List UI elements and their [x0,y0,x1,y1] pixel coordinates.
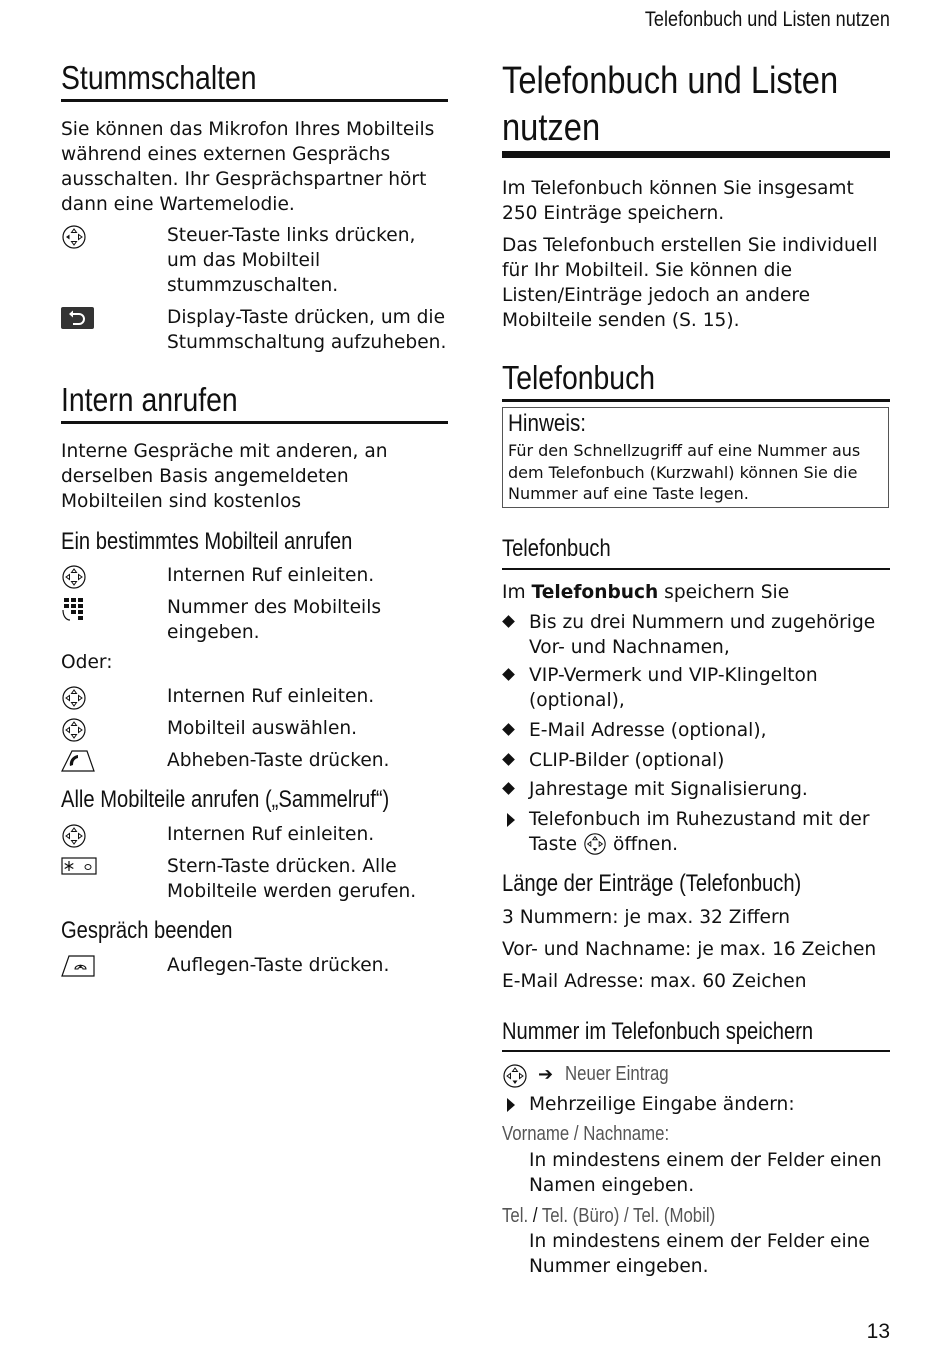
stumm-intro: Sie können das Mikrofon Ihres Mobilteils während eines externen Gesprächs ausschalten. Ihr Gesprächspartner hört dann eine Wartemelodie. [61,119,435,215]
field-label-tel-a: Tel. [502,1205,529,1227]
step-text: Internen Ruf einleiten. [167,565,375,586]
subsection-rule [502,1050,890,1052]
bullet-text: VIP-Vermerk und VIP-Klingelton (optional), [529,665,818,711]
control-key-icon [583,832,607,856]
field-instruction: In mindestens einem der Felder einen Namen eingeben. [529,1150,882,1196]
section-title-stummschalten: Stummschalten [61,59,257,96]
section-title-telefonbuch: Telefonbuch [502,359,656,396]
note-box [502,407,889,508]
running-header: Telefonbuch und Listen nutzen [644,8,890,31]
store-prefix: Im [502,582,526,603]
field-label-name: Vorname / Nachname: [502,1123,670,1145]
field-instruction: In mindestens einem der Felder eine Nummer eingeben. [529,1231,870,1277]
length-line: Vor- und Nachname: je max. 16 Zeichen [502,939,877,960]
chapter-rule [502,151,890,158]
step-text: Display-Taste drücken, um die Stummschaltung aufzuheben. [167,307,447,353]
step-text: Abheben-Taste drücken. [167,750,390,771]
step-text: Mobilteil auswählen. [167,718,358,739]
subsection-title: Länge der Einträge (Telefonbuch) [502,870,802,897]
bullet-text: CLIP-Bilder (optional) [529,750,725,771]
control-key-icon [502,1063,528,1087]
control-key-icon [61,564,87,588]
section-title-intern: Intern anrufen [61,381,238,418]
bullet-text: E-Mail Adresse (optional), [529,720,767,741]
step-text: Internen Ruf einleiten. [167,686,375,707]
action-text: Mehrzeilige Eingabe ändern: [529,1094,795,1115]
display-key-back-icon [61,306,87,330]
field-label-tel [502,1205,715,1228]
control-key-left-icon [61,224,87,248]
field-label-tel-b: Tel. (Büro) / Tel. (Mobil) [541,1205,716,1227]
step-text: Steuer-Taste links drücken, um das Mobilteil stummzuschalten. [167,225,416,296]
step-text: Stern-Taste drücken. Alle Mobilteile werden gerufen. [167,856,417,902]
subsection-rule [502,568,890,570]
bullet-text: Bis zu drei Nummern und zugehörige Vor- und Nachnamen, [529,612,876,658]
end-call-key-icon [61,954,87,978]
or-label: Oder: [61,652,113,673]
menu-arrow: ➔ [538,1064,554,1085]
note-text: Für den Schnellzugriff auf eine Nummer aus dem Telefonbuch (Kurzwahl) können Sie die Nummer auf eine Taste legen. [508,441,861,503]
action-text [529,807,890,857]
call-key-icon [61,749,87,773]
page-number: 13 [866,1320,890,1343]
subsection-title: Nummer im Telefonbuch speichern [502,1018,814,1045]
intro-paragraph-1: Im Telefonbuch können Sie insgesamt 250 Einträge speichern. [502,178,854,224]
step-text: Auflegen-Taste drücken. [167,955,390,976]
section-rule [61,99,448,102]
length-line: E-Mail Adresse: max. 60 Zeichen [502,971,807,992]
section-rule [502,399,890,402]
control-key-icon [61,823,87,847]
subsection-title: Ein bestimmtes Mobilteil anrufen [61,528,353,555]
store-bold: Telefonbuch [531,582,659,603]
intern-intro: Interne Gespräche mit anderen, an derselben Basis angemeldeten Mobilteilen sind kostenlos [61,441,388,512]
action-text-pre: Telefonbuch im Ruhezustand mit der Taste [529,809,870,855]
store-suffix: speichern Sie [664,582,790,603]
field-label-separator: / [532,1205,538,1227]
intro-paragraph-2: Das Telefonbuch erstellen Sie individuell für Ihr Mobilteil. Sie können die Listen/Einträge jedoch an andere Mobilteile senden (S. 15). [502,235,878,331]
menu-item-neuer-eintrag: Neuer Eintrag [565,1063,669,1085]
chapter-title-line1: Telefonbuch und Listen [502,60,839,102]
step-text: Internen Ruf einleiten. [167,824,375,845]
store-intro [502,580,890,605]
bullet-text: Jahrestage mit Signalisierung. [529,779,808,800]
subsection-title: Alle Mobilteile anrufen („Sammelruf“) [61,786,390,813]
section-rule [61,421,448,424]
subsection-title: Gespräch beenden [61,917,233,944]
length-line: 3 Nummern: je max. 32 Ziffern [502,907,791,928]
control-key-icon [61,685,87,709]
step-text: Nummer des Mobilteils eingeben. [167,597,382,643]
control-key-icon [61,717,87,741]
star-key-icon [61,855,87,879]
subsection-title: Telefonbuch [502,535,611,562]
note-title: Hinweis: [508,410,587,437]
chapter-title-line2: nutzen [502,107,601,149]
action-text-post: öffnen. [612,834,679,855]
keypad-icon [61,596,87,620]
